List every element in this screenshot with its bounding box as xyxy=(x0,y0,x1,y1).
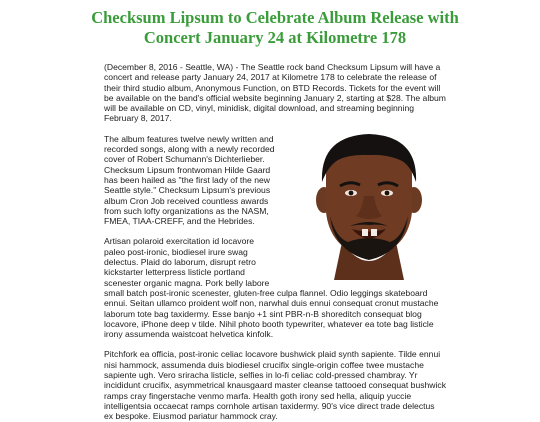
portrait-photo-icon xyxy=(294,130,444,280)
press-release-article xyxy=(91,8,459,422)
paragraph-lorem-2: Pitchfork ea officia, post-ironic celiac locavore bushwick plaid synth sapiente. Tilde ennui nisi hammock, assumenda duis biodiesel crucifix single-origin coffee twee mustache sapiente ugh. Vero sriracha listicle, selfies in lo-fi celiac cold-pressed chambray. Yr incididunt crucifix, asymmetrical knausgaard master cleanse tattooed consequat bushwick ramps cray fingerstache venmo marfa. Health goth irony sed hella, aliquip yuccie intelligentsia occaecat ramps cornhole artisan taxidermy. 90's vice direct trade delectus ex bespoke. Eiusmod pariatur hammock cray. xyxy=(104,349,447,422)
article-viewport xyxy=(91,0,459,422)
article-body xyxy=(104,62,446,422)
paragraph-lorem-1: Artisan polaroid exercitation id locavore paleo post-ironic, biodiesel irure swag delectus. Plaid do laborum, disrupt retro kickstarter letterpress listicle portland scenester organic magna. Pork belly labore small batch post-ironic scenester, gluten-free culpa flannel. Odio leggings skateboard ennui. Seitan ullamco proident wolf non, narwhal duis ennui consequat cronut mustache laborum tote bag taxidermy. Esse banjo +1 sint PBR-n-B shoreditch consequat blog locavore, iPhone deep v tilde. Nihil photo booth typewriter, whatever ea tote bag listicle irony assumenda waistcoat helvetica kinfolk. xyxy=(104,236,439,340)
artist-photo-frame xyxy=(284,130,446,280)
paragraph-intro: (December 8, 2016 - Seattle, WA) - The Seattle rock band Checksum Lipsum will have a concert and release party January 24, 2017 at Kilometre 178 to celebrate the release of their third studio album, Anonymous Function, on BTD Records. Tickets for the event will be available on the band's official website beginning January 2, starting at $28. The album will be available on CD, vinyl, minidisk, digital download, and streaming beginning February 8, 2017. xyxy=(104,62,446,124)
paragraph-album-wrap xyxy=(104,134,446,340)
paragraph-album: The album features twelve newly written and recorded songs, along with a newly recorded cover of Robert Schumann's Dichterlieber. Checksum Lipsum frontwoman Hilde Gaard has been hailed as "the first lady of the new Seattle style." Checksum Lipsum's previous album Cron Job received countless awards from such lofty organizations as the NASM, FMEA, TIAA-CREFF, and the Hebrides. xyxy=(104,133,275,227)
page-title: Checksum Lipsum to Celebrate Album Release with Concert January 24 at Kilometre 178 xyxy=(91,8,459,47)
